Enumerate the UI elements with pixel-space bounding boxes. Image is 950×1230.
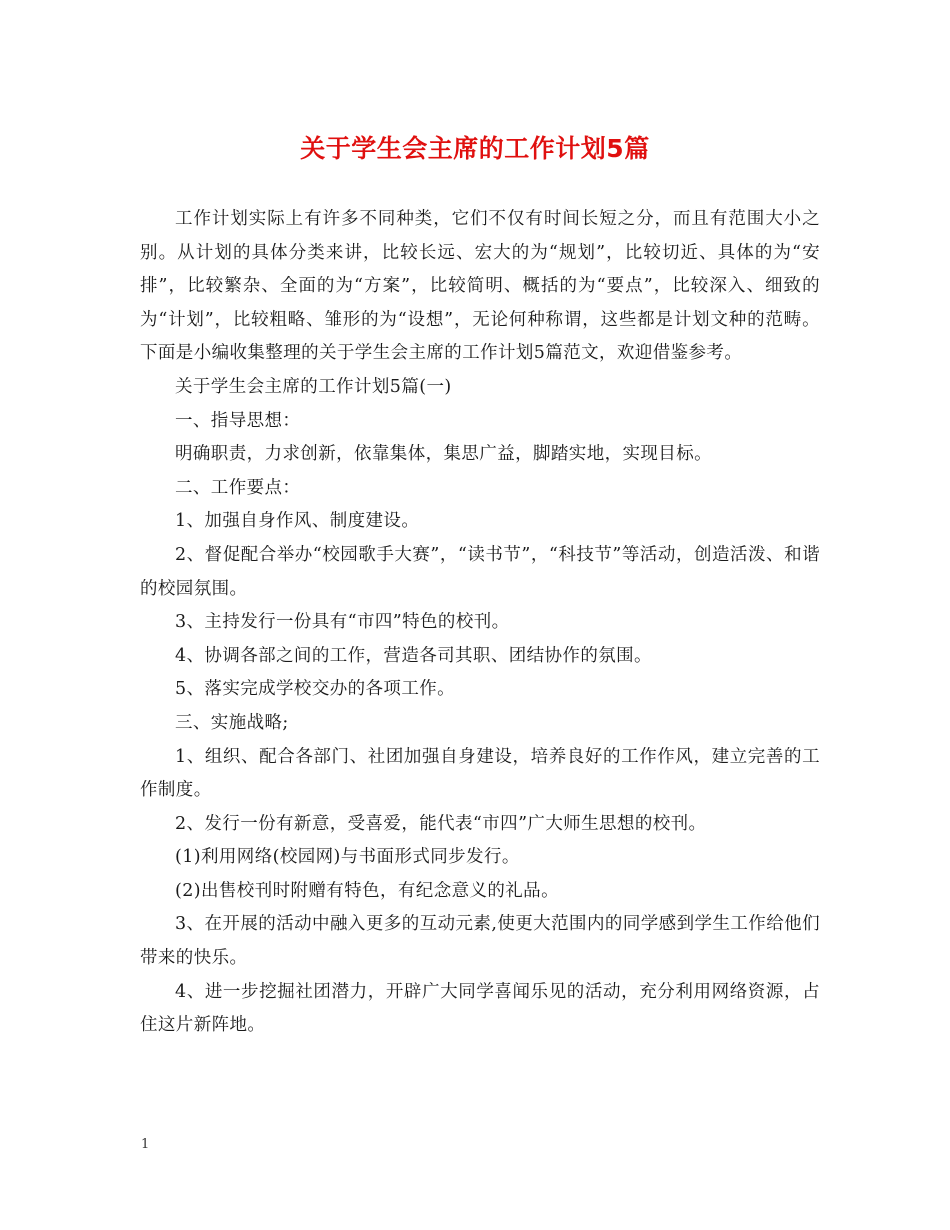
list-item: 1、组织、配合各部门、社团加强自身建设，培养良好的工作作风，建立完善的工作制度。 <box>140 746 820 801</box>
document-title: 关于学生会主席的工作计划5篇 <box>300 134 650 163</box>
intro-paragraph: 工作计划实际上有许多不同种类，它们不仅有时间长短之分，而且有范围大小之别。从计划的具体分类来讲，比较长远、宏大的为“规划”，比较切近、具体的为“安排”，比较繁杂、全面的为“方案”，比较简明、概括的为“要点”，比较深入、细致的为“计划”，比较粗略、雏形的为“设想”，无论何种称谓，这些都是计划文种的范畴。下面是小编收集整理的关于学生会主席的工作计划5篇范文，欢迎借鉴参考。 <box>140 209 820 364</box>
list-item: 2、督促配合举办“校园歌手大赛”，“读书节”，“科技节”等活动，创造活泼、和谐的校园氛围。 <box>140 544 820 599</box>
heading-strategy: 三、实施战略; <box>175 712 289 733</box>
list-item: 3、在开展的活动中融入更多的互动元素,使更大范围内的同学感到学生工作给他们带来的快乐。 <box>140 914 820 969</box>
list-item: 1、加强自身作风、制度建设。 <box>175 511 420 532</box>
section-heading: 关于学生会主席的工作计划5篇(一) <box>175 376 452 397</box>
list-item: 5、落实完成学校交办的各项工作。 <box>175 679 456 700</box>
sub-list-item: (2)出售校刊时附赠有特色，有纪念意义的礼品。 <box>175 880 559 901</box>
heading-work-points: 二、工作要点： <box>175 477 301 498</box>
document-body <box>140 203 820 1043</box>
sub-list-item: (1)利用网络(校园网)与书面形式同步发行。 <box>175 847 520 868</box>
list-item: 4、协调各部之间的工作，营造各司其职、团结协作的氛围。 <box>175 645 652 666</box>
list-item: 2、发行一份有新意，受喜爱，能代表“市四”广大师生思想的校刊。 <box>175 813 707 834</box>
list-item: 4、进一步挖掘社团潜力，开辟广大同学喜闻乐见的活动，充分利用网络资源，占住这片新阵地。 <box>140 981 820 1036</box>
paragraph: 明确职责，力求创新，依靠集体，集思广益，脚踏实地，实现目标。 <box>175 444 712 465</box>
page-number: 1 <box>141 1137 150 1152</box>
heading-guiding-thought: 一、指导思想： <box>175 410 301 431</box>
list-item: 3、主持发行一份具有“市四”特色的校刊。 <box>175 612 510 633</box>
